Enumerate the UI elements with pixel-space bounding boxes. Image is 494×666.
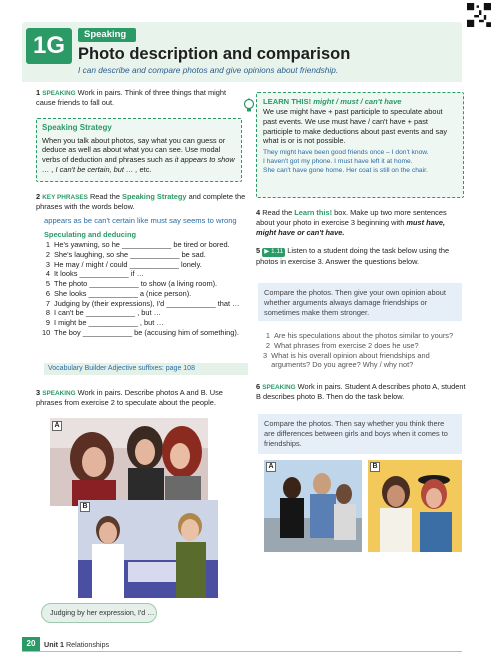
unit-code-tab: 1G (26, 28, 72, 64)
speaking-strategy-box: Speaking Strategy When you talk about photos, say what you can guess or deduce as well as about what you can see. Use modal verbs of deduction and phrases such as it appears to show … , I can't be certain, but … , etc. (36, 118, 242, 182)
question-list (262, 331, 466, 370)
exercise-2: 2 KEY PHRASES Read the Speaking Strategy and complete the phrases with the words below. appears as be can't certain like must say seems to wrong Speculating and deducing 1 He's yawning, so he ____________ be tired or bored. 2 She's laughing, so she ____________ be sad. 3 He may / might / could ____________ lonely. 4 It looks ____________ if … 5 The photo ____________ to show (a living room). 6 She looks ____________ a (nice person). 7 Judging by (their expressions), I'd ____________ that … 8 I can't be ____________ , but … 9 I might be ____________ , but … 10 The boy ____________ be (accusing him of something). (36, 192, 248, 338)
list-item: 4 It looks ____________ if … (45, 269, 144, 279)
learn-label: LEARN THIS! (263, 97, 312, 106)
task-box-6: Compare the photos. Then say whether you think there are differences between girls and boys when it comes to friendships. (258, 414, 462, 454)
exercise-4: 4 Read the Learn this! box. Make up two more sentences about your photo in exercise 3 beginning with must have, might have or can't have. (256, 208, 447, 237)
strategy-heading: Speaking Strategy (42, 123, 112, 132)
list-item: 1 Are his speculations about the photos similar to yours? (265, 331, 454, 340)
photo-tag-a-right: A (266, 462, 276, 472)
list-item: 1 He's yawning, so he ____________ be tired or bored. (45, 240, 230, 249)
list-item: 2 What phrases from exercise 2 does he use? (265, 340, 419, 350)
photo-a-girls (50, 418, 208, 506)
list-item: 2 She's laughing, so she ____________ be sad. (45, 249, 206, 259)
audio-track-icon[interactable]: ▶ 1.11 (264, 248, 284, 255)
page-subtitle: I can describe and compare photos and give opinions about friendship. (78, 65, 339, 75)
list-item: 5 The photo ____________ to show (a living room). (45, 279, 218, 289)
list-item: 6 She looks ____________ a (nice person). (45, 288, 192, 298)
skill-tag: Speaking (78, 28, 136, 42)
list-item: 9 I might be ____________ , but … (45, 318, 164, 328)
learn-heading: might / must / can't have (313, 97, 402, 106)
exercise-5: 5 ▶ 1.11 Listen to a student doing the task below using the photos in exercise 3. Answer the questions below. (256, 246, 450, 266)
page-number: 20 (22, 637, 40, 651)
list-heading: Speculating and deducing (44, 230, 136, 240)
vocabulary-builder-link[interactable]: Vocabulary Builder Adjective suffixes: page 108 (44, 363, 248, 375)
speech-bubble: Judging by her expression, I'd … (41, 603, 157, 623)
exercise-6: 6 SPEAKING Work in pairs. Student A describes photo A, student B describes photo B. Then do the task below. (256, 382, 466, 402)
list-item: 10 The boy ____________ be (accusing him of something). (42, 327, 239, 337)
exercise-1: 1 SPEAKING Work in pairs. Think of three things that might cause friends to fall out. (36, 88, 227, 108)
qr-code-icon (467, 3, 491, 27)
photo-tag-a: A (52, 421, 62, 431)
list-item: 3 He may / might / could ____________ lonely. (45, 259, 202, 269)
footer-divider (22, 651, 462, 652)
word-bank: appears as be can't certain like must say seems to wrong (44, 216, 237, 226)
footer-unit: Unit 1 Relationships (44, 640, 110, 649)
task-box-5: Compare the photos. Then give your own opinion about whether arguments always damage friendships or sometimes make them stronger. (258, 283, 462, 321)
photo-b-girls-friends (368, 460, 462, 552)
photo-a-boys-friends (264, 460, 362, 552)
phrase-list (42, 240, 248, 338)
exercise-3: 3 SPEAKING Work in pairs. Describe photos A and B. Use phrases from exercise 2 to speculate about the people. (36, 388, 223, 408)
list-item: 7 Judging by (their expressions), I'd ____________ that … (45, 298, 240, 308)
list-item: 3 What is his overall opinion about friendships and arguments? Do you agree? Why / why not? (263, 350, 430, 370)
list-item: 8 I can't be ____________ , but … (45, 308, 162, 318)
photo-tag-b-right: B (370, 462, 380, 472)
page-title: Photo description and comparison (78, 45, 351, 63)
photo-b-boys (78, 500, 218, 598)
learn-this-box: LEARN THIS! might / must / can't have We use might have + past participle to speculate about past events. We use must have / can't have + past participle to make deductions about past events and say what is or is not possible. They might have been good friends once – I don't know. I haven't got my phone. I must have left it at home. She can't have gone home. Her coat is still on the chair. (256, 92, 464, 198)
lightbulb-icon (243, 98, 255, 114)
photo-tag-b: B (80, 502, 90, 512)
